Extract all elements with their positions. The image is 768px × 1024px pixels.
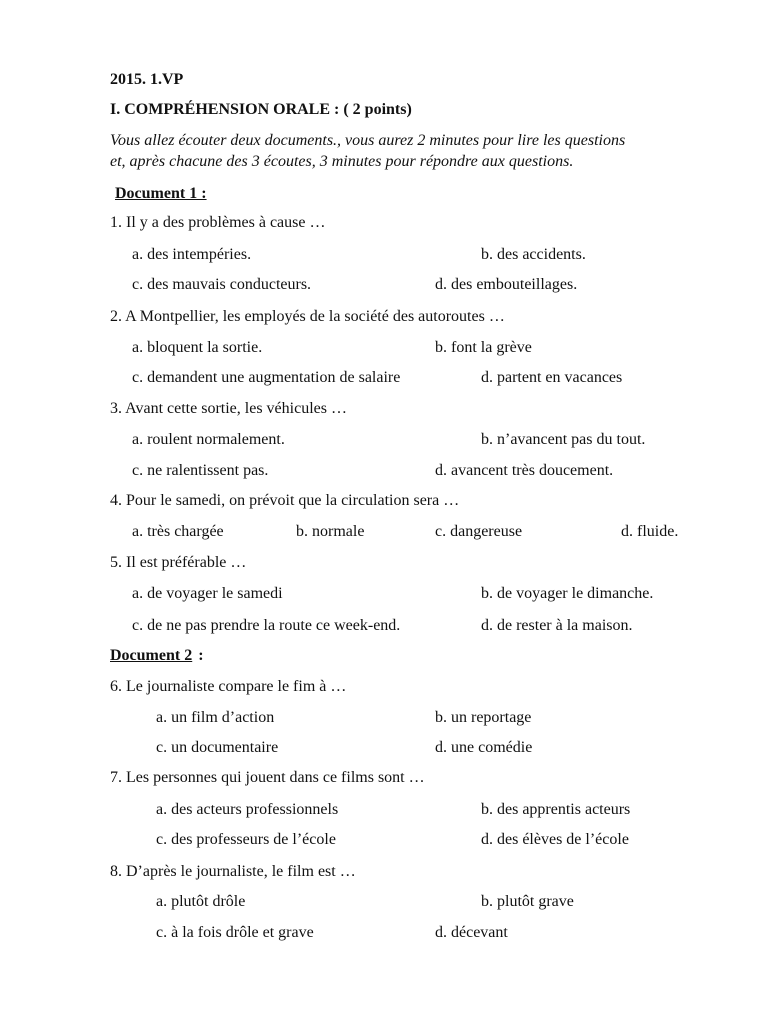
instructions-line-2: et, après chacune des 3 écoutes, 3 minutes pour répondre aux questions. — [110, 153, 574, 170]
answer-option: c. des mauvais conducteurs. — [132, 276, 312, 293]
section-title: I. COMPRÉHENSION ORALE : ( 2 points) — [110, 101, 412, 118]
answer-option: c. un documentaire — [156, 739, 279, 756]
answer-option: b. des apprentis acteurs — [481, 801, 631, 818]
answer-option: b. de voyager le dimanche. — [481, 585, 654, 602]
document-2-colon: : — [198, 647, 204, 664]
answer-option: c. à la fois drôle et grave — [156, 924, 314, 941]
answer-option: b. n’avancent pas du tout. — [481, 431, 646, 448]
answer-option: c. dangereuse — [435, 523, 523, 540]
question-stem: 4. Pour le samedi, on prévoit que la circulation sera … — [110, 492, 460, 509]
question-stem: 7. Les personnes qui jouent dans ce films sont … — [110, 769, 425, 786]
answer-option: a. de voyager le samedi — [132, 585, 283, 602]
answer-option: b. un reportage — [435, 709, 532, 726]
answer-option: a. bloquent la sortie. — [132, 339, 263, 356]
answer-option: a. un film d’action — [156, 709, 275, 726]
answer-option: c. demandent une augmentation de salaire — [132, 369, 401, 386]
answer-option: a. des acteurs professionnels — [156, 801, 339, 818]
question-stem: 6. Le journaliste compare le fim à … — [110, 678, 347, 695]
answer-option: d. des élèves de l’école — [481, 831, 629, 848]
answer-option: c. de ne pas prendre la route ce week-end. — [132, 617, 401, 634]
answer-option: a. des intempéries. — [132, 246, 252, 263]
answer-option: c. des professeurs de l’école — [156, 831, 336, 848]
answer-option: d. une comédie — [435, 739, 533, 756]
answer-option: d. décevant — [435, 924, 508, 941]
answer-option: d. avancent très doucement. — [435, 462, 614, 479]
answer-option: a. plutôt drôle — [156, 893, 246, 910]
question-stem: 3. Avant cette sortie, les véhicules … — [110, 400, 347, 417]
answer-option: b. normale — [296, 523, 365, 540]
answer-option: a. roulent normalement. — [132, 431, 285, 448]
answer-option: b. plutôt grave — [481, 893, 574, 910]
exam-code: 2015. 1.VP — [110, 71, 184, 88]
instructions-line-1: Vous allez écouter deux documents., vous aurez 2 minutes pour lire les questions — [110, 132, 626, 149]
question-stem: 8. D’après le journaliste, le film est … — [110, 863, 356, 880]
answer-option: c. ne ralentissent pas. — [132, 462, 269, 479]
question-stem: 1. Il y a des problèmes à cause … — [110, 214, 326, 231]
answer-option: b. des accidents. — [481, 246, 586, 263]
document-2-heading — [110, 646, 204, 666]
question-stem: 5. Il est préférable … — [110, 554, 247, 571]
answer-option: d. fluide. — [621, 523, 679, 540]
answer-option: d. partent en vacances — [481, 369, 623, 386]
answer-option: b. font la grève — [435, 339, 532, 356]
question-stem: 2. A Montpellier, les employés de la société des autoroutes … — [110, 308, 505, 325]
answer-option: a. très chargée — [132, 523, 224, 540]
document-2-label: Document 2 — [110, 647, 193, 664]
answer-option: d. de rester à la maison. — [481, 617, 633, 634]
answer-option: d. des embouteillages. — [435, 276, 578, 293]
document-1-heading: Document 1 : — [115, 185, 207, 202]
